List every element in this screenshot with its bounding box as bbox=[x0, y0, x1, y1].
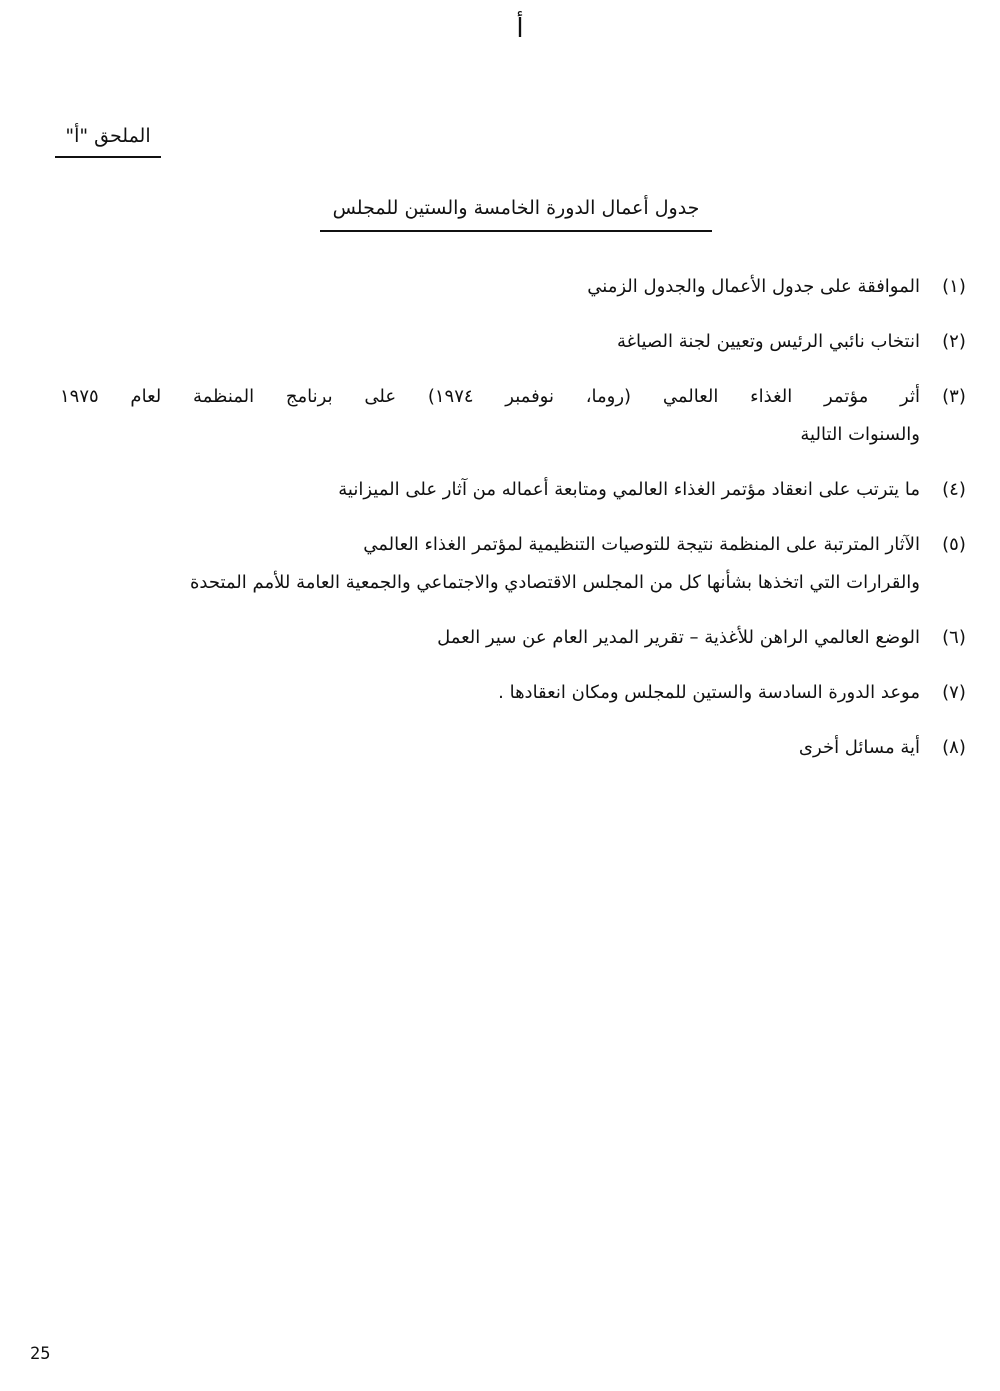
item-number: (٣) bbox=[942, 386, 966, 407]
item-number: (٢) bbox=[942, 331, 966, 352]
agenda-item-2 bbox=[60, 323, 980, 361]
agenda-item-6 bbox=[60, 619, 980, 657]
item-number: (٤) bbox=[942, 479, 966, 500]
item-number: (٦) bbox=[942, 627, 966, 648]
item-number: (١) bbox=[942, 276, 966, 297]
item-line: موعد الدورة السادسة والستين للمجلس ومكان انعقادها . bbox=[498, 682, 920, 703]
item-text bbox=[60, 729, 928, 767]
agenda-item-5 bbox=[60, 526, 980, 602]
agenda-item-4 bbox=[60, 471, 980, 509]
item-number: (٨) bbox=[942, 737, 966, 758]
agenda-list bbox=[60, 268, 980, 784]
page-letter: أ bbox=[516, 14, 524, 44]
item-line: الموافقة على جدول الأعمال والجدول الزمني bbox=[587, 276, 920, 297]
item-line: ما يترتب على انعقاد مؤتمر الغذاء العالمي ومتابعة أعماله من آثار على الميزانية bbox=[338, 479, 920, 500]
item-number: (٥) bbox=[942, 534, 966, 555]
item-number: (٧) bbox=[942, 682, 966, 703]
item-text bbox=[60, 471, 928, 509]
item-text bbox=[60, 268, 928, 306]
item-line: أثر مؤتمر الغذاء العالمي (روما، نوفمبر ١٩٧٤) على برنامج المنظمة لعام ١٩٧٥ bbox=[60, 386, 920, 407]
agenda-item-3 bbox=[60, 378, 980, 454]
item-text bbox=[60, 674, 928, 712]
page-number: 25 bbox=[30, 1344, 51, 1364]
item-line: والسنوات التالية bbox=[800, 424, 920, 445]
annex-label: الملحق "أ" bbox=[55, 120, 161, 158]
item-text bbox=[60, 323, 928, 361]
agenda-title: جدول أعمال الدورة الخامسة والستين للمجلس bbox=[320, 192, 712, 232]
agenda-item-8 bbox=[60, 729, 980, 767]
item-line: الوضع العالمي الراهن للأغذية – تقرير المدير العام عن سير العمل bbox=[437, 627, 920, 648]
item-text bbox=[60, 526, 928, 602]
item-line: والقرارات التي اتخذها بشأنها كل من المجلس الاقتصادي والاجتماعي والجمعية العامة للأمم المتحدة bbox=[189, 572, 920, 593]
item-line: انتخاب نائبي الرئيس وتعيين لجنة الصياغة bbox=[616, 331, 920, 352]
item-text bbox=[60, 619, 928, 657]
agenda-item-1 bbox=[60, 268, 980, 306]
item-text bbox=[60, 378, 928, 454]
item-line: أية مسائل أخرى bbox=[798, 737, 920, 758]
agenda-item-7 bbox=[60, 674, 980, 712]
item-line: الآثار المترتبة على المنظمة نتيجة للتوصيات التنظيمية لمؤتمر الغذاء العالمي bbox=[363, 534, 920, 555]
